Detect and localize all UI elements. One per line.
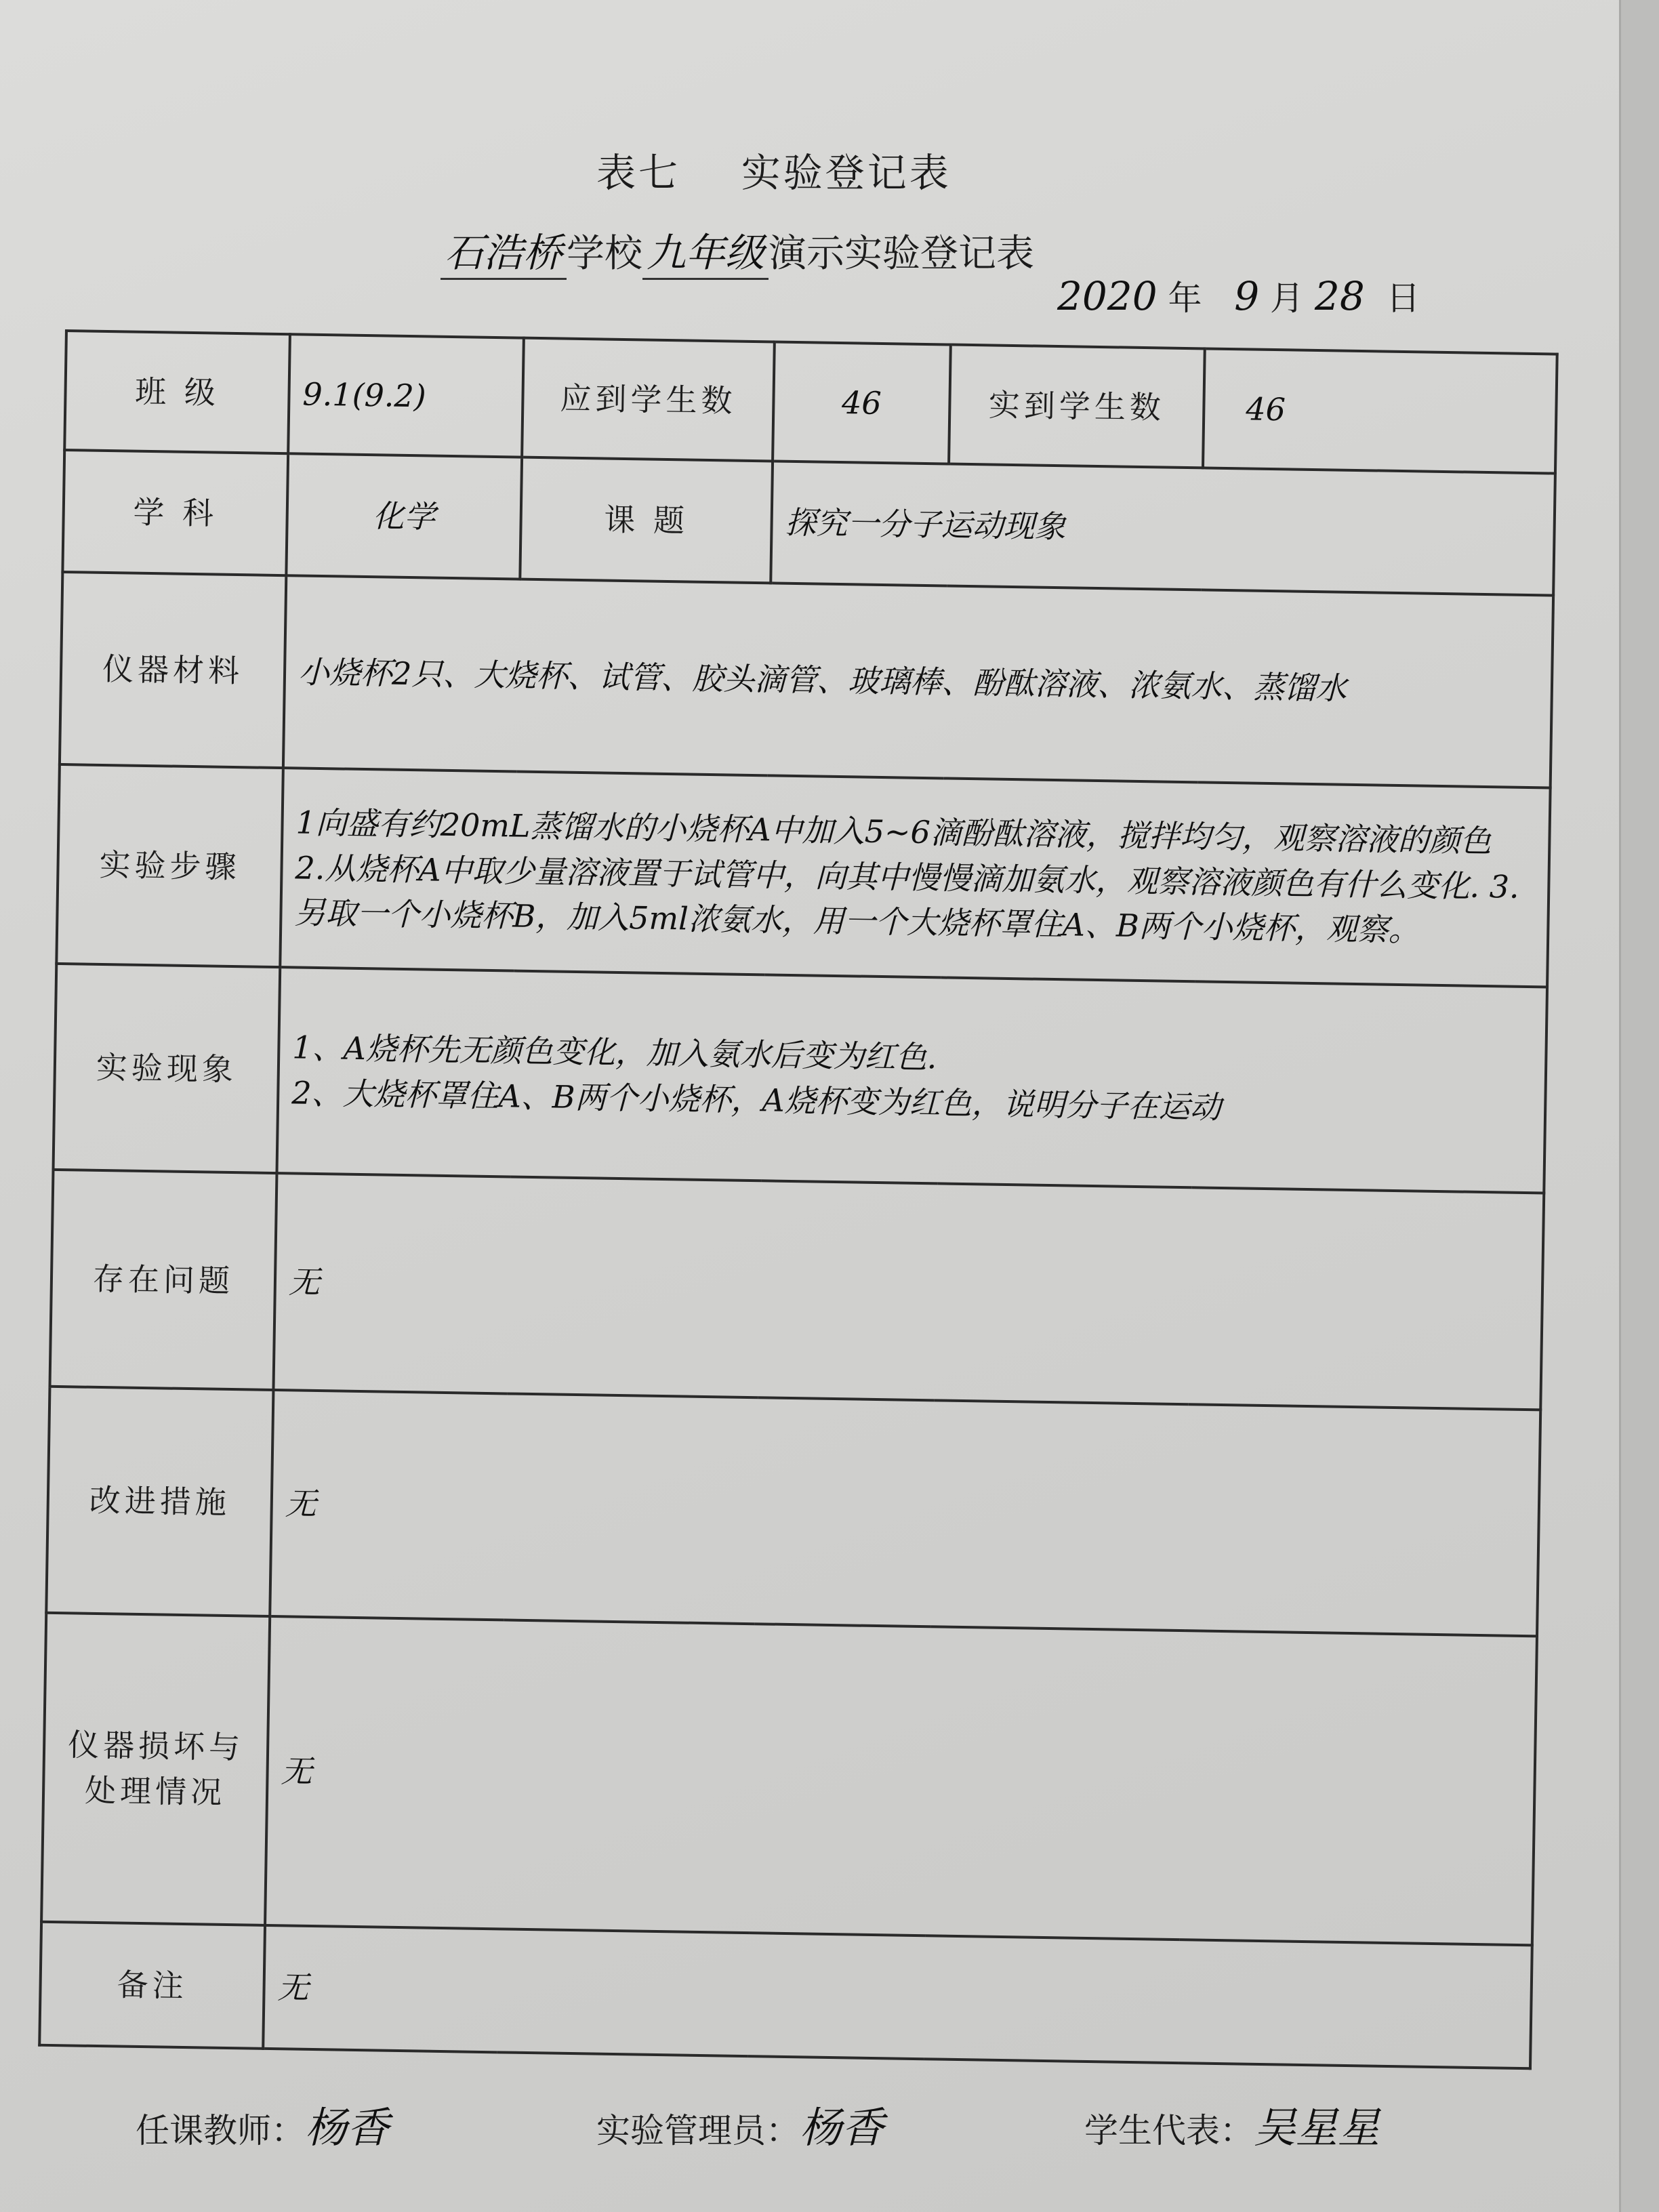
actual-students-value: 46 — [1203, 348, 1557, 473]
manager-name: 杨香 — [800, 2103, 884, 2152]
row-subject — [62, 450, 1555, 596]
date-day: 28 — [1314, 273, 1365, 319]
actual-students-label: 实到学生数 — [949, 345, 1205, 468]
row-steps — [56, 764, 1550, 987]
row-improvement — [46, 1387, 1540, 1637]
row-problems — [49, 1170, 1544, 1410]
row-class — [64, 331, 1557, 474]
manager-label: 实验管理员： — [596, 2111, 800, 2150]
school-suffix: 学校 — [567, 232, 643, 276]
teacher-signature — [136, 2094, 389, 2154]
subject-label: 学 科 — [62, 450, 288, 575]
equipment-value: 小烧杯2只、大烧杯、试管、胶头滴管、玻璃棒、酚酞溶液、浓氨水、蒸馏水 — [283, 575, 1553, 787]
problems-label: 存在问题 — [49, 1170, 276, 1390]
form-title: 演示实验登记表 — [769, 232, 1035, 276]
improvement-label: 改进措施 — [46, 1387, 273, 1616]
subject-value: 化学 — [286, 453, 522, 579]
topic-label: 课 题 — [520, 457, 773, 583]
class-label: 班 级 — [64, 331, 290, 453]
expected-students-label: 应到学生数 — [522, 338, 775, 462]
steps-line: 2.从烧杯A中取少量溶液置于试管中，向其中慢慢滴加氨水，观察溶液颜色有什么变化. 3.另取一个小烧杯B，加入5ml浓氨水，用一个大烧杯罩住A、B两个小烧杯，观察。 — [294, 849, 1520, 949]
row-equipment — [60, 572, 1553, 788]
date-year: 2020 — [1057, 273, 1158, 319]
signature-row — [136, 2094, 1525, 2162]
date-month: 9 — [1234, 273, 1260, 319]
damage-value: 无 — [265, 1616, 1537, 1945]
teacher-name: 杨香 — [305, 2103, 390, 2152]
registration-table — [38, 329, 1559, 2070]
remarks-value: 无 — [263, 1925, 1532, 2068]
teacher-label: 任课教师： — [136, 2111, 305, 2150]
equipment-label: 仪器材料 — [60, 572, 286, 768]
damage-label: 仪器损坏与处理情况 — [41, 1613, 270, 1925]
topic-value: 探究一分子运动现象 — [771, 461, 1555, 595]
student-signature — [1084, 2094, 1380, 2154]
manager-signature — [596, 2094, 884, 2154]
steps-line: 1向盛有约20mL蒸馏水的小烧杯A中加入5~6滴酚酞溶液，搅拌均匀，观察溶液的颜色 — [295, 804, 1492, 860]
grade: 九年级 — [642, 221, 769, 280]
class-value: 9.1(9.2) — [288, 334, 524, 457]
expected-students-value: 46 — [773, 342, 951, 464]
table-title: 表七 实验登记表 — [596, 150, 951, 196]
row-remarks — [39, 1922, 1532, 2069]
problems-value: 无 — [273, 1173, 1544, 1410]
row-damage — [41, 1613, 1537, 1945]
remarks-label: 备注 — [39, 1922, 265, 2049]
steps-label: 实验步骤 — [56, 764, 283, 967]
date-year-unit: 年 — [1168, 279, 1202, 318]
phenomena-value — [276, 967, 1547, 1193]
date-day-unit: 日 — [1386, 279, 1420, 318]
improvement-value: 无 — [270, 1390, 1540, 1636]
student-name: 吴星星 — [1254, 2103, 1380, 2152]
form-date — [1057, 271, 1420, 320]
form-subtitle — [441, 221, 1034, 280]
row-phenomena — [54, 964, 1548, 1193]
phenomena-line: 2、大烧杯罩住A、B两个小烧杯，A烧杯变为红色，说明分子在运动 — [291, 1074, 1222, 1126]
steps-value — [280, 768, 1550, 987]
phenomena-line: 1、A烧杯先无颜色变化，加入氨水后变为红色. — [291, 1029, 937, 1076]
date-month-unit: 月 — [1270, 279, 1305, 318]
school-name: 石浩桥 — [441, 221, 567, 280]
next-page-edge — [1619, 0, 1659, 2212]
phenomena-label: 实验现象 — [54, 964, 281, 1173]
student-label: 学生代表： — [1084, 2111, 1254, 2150]
